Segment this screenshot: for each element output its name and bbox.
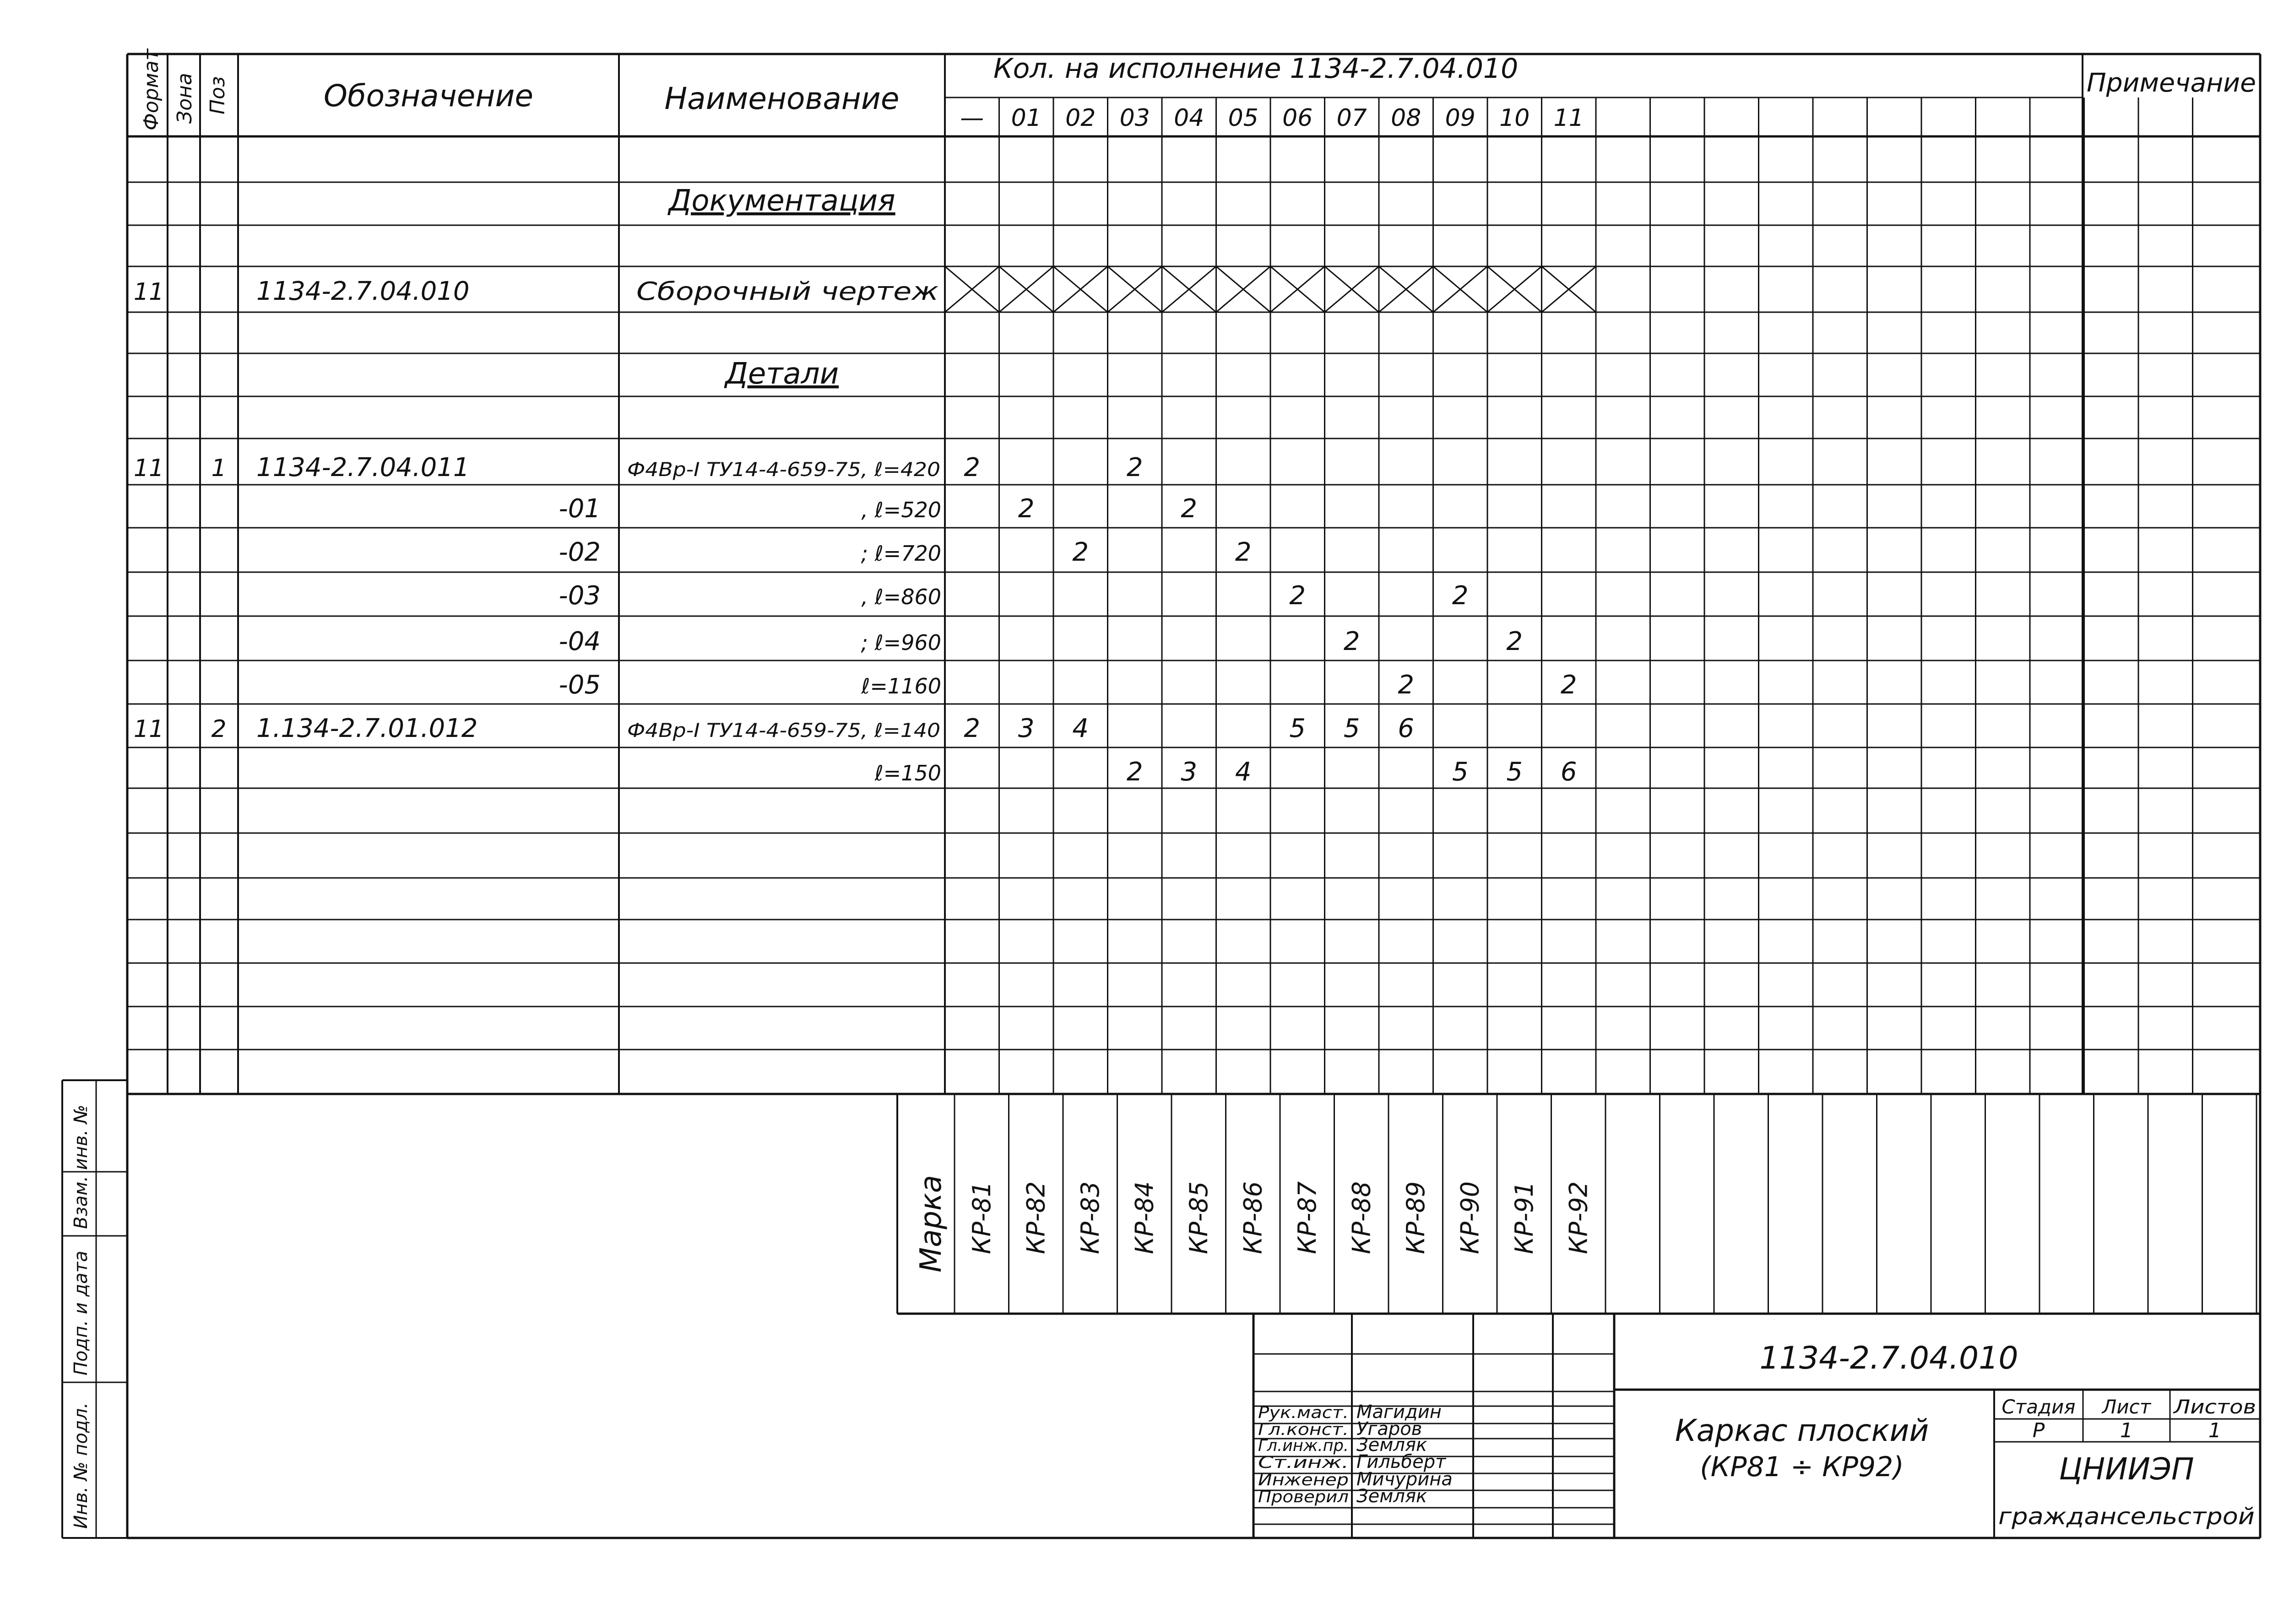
row-qty: 6: [1560, 757, 1577, 787]
header-zone: Зона: [173, 73, 196, 124]
header-variant: 05: [1228, 104, 1258, 132]
row-name: ℓ=1160: [861, 674, 941, 698]
header-variant: 03: [1119, 104, 1150, 132]
header-designation: Обозначение: [324, 78, 533, 114]
row-format: 11: [133, 715, 164, 743]
mark-item: КР-88: [1347, 1181, 1376, 1254]
mark-item: КР-82: [1021, 1181, 1051, 1254]
sheets-label: Листов: [2172, 1396, 2256, 1418]
org-subtitle: граждансельстрой: [1998, 1503, 2255, 1530]
signature-role: Инженер: [1258, 1471, 1349, 1489]
marks-label: Марка: [914, 1175, 948, 1272]
mark-item: КР-85: [1184, 1181, 1213, 1254]
signature-name: Земляк: [1356, 1435, 1427, 1456]
section-docs: Документация: [668, 184, 895, 218]
signature-name: Гильберт: [1356, 1451, 1446, 1472]
header-variant: 04: [1174, 104, 1204, 132]
signature-role: Проверил: [1258, 1488, 1349, 1506]
mark-item: КР-87: [1293, 1181, 1322, 1254]
row-designation: 1134-2.7.04.011: [256, 453, 470, 482]
side-label-replace: Взам. инв. №: [71, 1104, 92, 1229]
row-qty: 2: [1018, 494, 1035, 524]
row-designation: -04: [559, 627, 601, 656]
doc-number: 1134-2.7.04.010: [1759, 1340, 2018, 1376]
signature-name: Магидин: [1356, 1402, 1442, 1423]
row-qty: 2: [1235, 537, 1252, 567]
row-name: , ℓ=860: [861, 585, 941, 609]
mark-item: КР-81: [967, 1181, 996, 1254]
header-name: Наименование: [664, 81, 900, 116]
row-name: Ф4Вр-I ТУ14-4-659-75, ℓ=420: [627, 458, 940, 481]
header-variant: 10: [1499, 104, 1530, 132]
mark-item: КР-83: [1076, 1181, 1105, 1254]
row-designation: -05: [559, 670, 601, 700]
row-qty: 2: [964, 714, 981, 743]
mark-item: КР-90: [1455, 1181, 1485, 1254]
mark-item: КР-91: [1510, 1181, 1539, 1254]
side-label-sign: Подп. и дата: [71, 1250, 92, 1375]
header-variant: —: [960, 104, 984, 132]
mark-item: КР-86: [1238, 1181, 1268, 1254]
title-line1: Каркас плоский: [1675, 1413, 1929, 1448]
row-qty: 2: [1072, 537, 1089, 567]
mark-item: КР-92: [1564, 1181, 1593, 1254]
row-format: 11: [133, 455, 164, 482]
row-qty: 2: [964, 453, 981, 482]
row-designation: -02: [559, 537, 601, 567]
row-qty: 5: [1506, 757, 1523, 787]
row-name: ℓ=150: [874, 761, 941, 785]
header-variant: 09: [1445, 104, 1475, 132]
row-name: Сборочный чертеж: [636, 277, 939, 306]
row-designation: -03: [559, 581, 601, 611]
row-qty: 2: [1560, 670, 1577, 700]
row-qty: 4: [1235, 757, 1252, 787]
row-name: Ф4Вр-I ТУ14-4-659-75, ℓ=140: [627, 719, 940, 742]
row-qty: 2: [1398, 670, 1415, 700]
signature-role: Ст.инж.: [1258, 1453, 1349, 1472]
row-pos: 1: [211, 455, 227, 482]
signature-name: Земляк: [1356, 1486, 1427, 1507]
row-qty: 6: [1398, 714, 1415, 743]
mark-item: КР-84: [1130, 1181, 1159, 1254]
row-format: 11: [133, 278, 164, 306]
row-qty: 2: [1289, 581, 1306, 611]
row-name: ; ℓ=720: [861, 541, 941, 566]
sheets-value: 1: [2208, 1419, 2221, 1442]
row-qty: 2: [1126, 757, 1143, 787]
row-qty: 5: [1343, 714, 1360, 743]
text-layer: [71, 48, 2256, 1530]
stage-value: Р: [2032, 1419, 2045, 1442]
header-variant: 01: [1011, 104, 1041, 132]
signature-name: Мичурина: [1356, 1469, 1453, 1490]
row-qty: 2: [1452, 581, 1469, 611]
row-qty: 3: [1181, 757, 1198, 787]
row-qty: 2: [1343, 627, 1360, 656]
sheet-value: 1: [2120, 1419, 2133, 1442]
stage-label: Стадия: [2002, 1396, 2076, 1418]
header-pos: Поз: [206, 76, 229, 114]
sheet-label: Лист: [2102, 1396, 2151, 1418]
row-qty: 2: [1506, 627, 1523, 656]
org-name: ЦНИИЭП: [2059, 1451, 2194, 1487]
header-variant: 11: [1553, 104, 1584, 132]
row-pos: 2: [211, 715, 227, 743]
header-variant: 08: [1391, 104, 1421, 132]
header-variant: 02: [1065, 104, 1096, 132]
signature-role: Гл.конст.: [1258, 1420, 1349, 1439]
row-name: ; ℓ=960: [861, 630, 941, 655]
side-label-inv: Инв. № подл.: [71, 1402, 92, 1529]
title-line2: (КР81 ÷ КР92): [1700, 1451, 1904, 1483]
row-designation: 1134-2.7.04.010: [256, 276, 470, 306]
header-format: Формат: [140, 49, 163, 130]
row-qty: 5: [1452, 757, 1469, 787]
section-details: Детали: [725, 357, 839, 391]
row-qty: 4: [1072, 714, 1089, 743]
signature-name: Угаров: [1356, 1418, 1422, 1440]
header-qty-title: Кол. на исполнение 1134-2.7.04.010: [993, 53, 1519, 85]
row-qty: 5: [1289, 714, 1306, 743]
mark-item: КР-89: [1401, 1181, 1430, 1254]
row-qty: 2: [1181, 494, 1198, 524]
row-name: , ℓ=520: [861, 498, 941, 522]
row-qty: 2: [1126, 453, 1143, 482]
row-designation: 1.134-2.7.01.012: [256, 714, 478, 743]
row-qty: 3: [1018, 714, 1035, 743]
header-variant: 07: [1336, 104, 1367, 132]
signature-role: Рук.маст.: [1258, 1403, 1349, 1422]
signature-role: Гл.инж.пр.: [1258, 1436, 1349, 1455]
row-designation: -01: [559, 494, 601, 524]
header-variant: 06: [1282, 104, 1313, 132]
header-note: Примечание: [2087, 68, 2256, 98]
